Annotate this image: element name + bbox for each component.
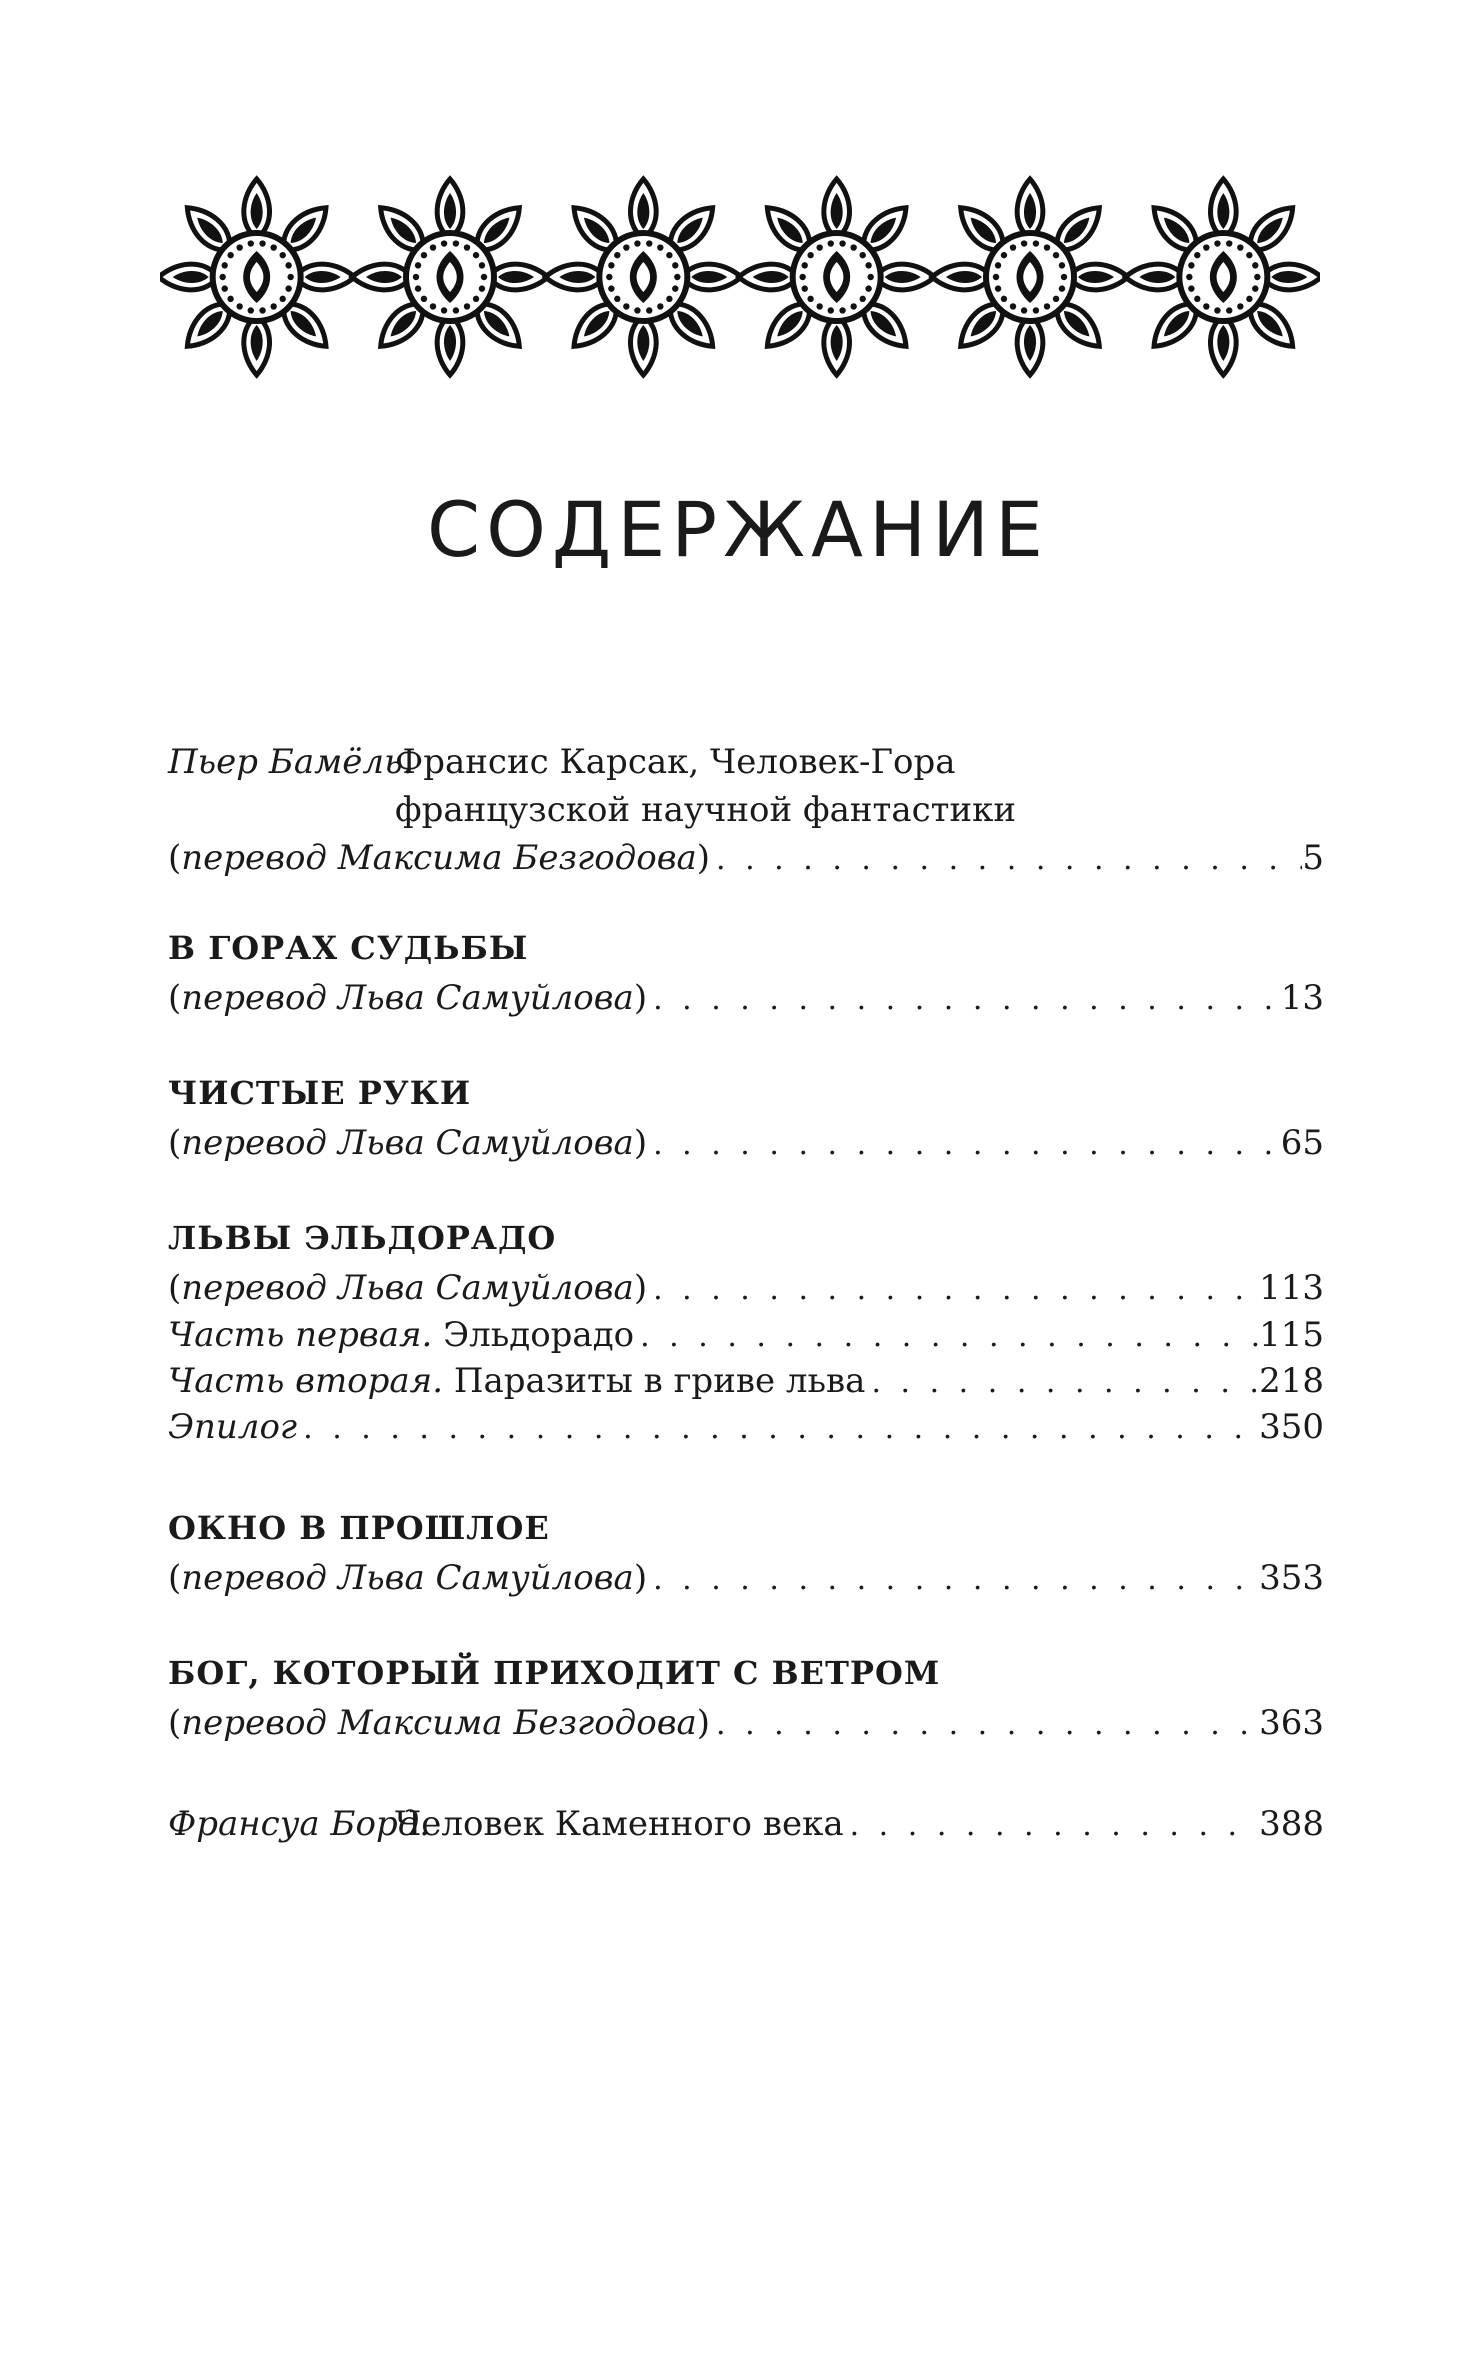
page-number: 388 bbox=[1259, 1804, 1324, 1844]
entry-translator: перевод Максима Безгодова bbox=[181, 1703, 697, 1743]
dot-leader bbox=[647, 1121, 1281, 1169]
dot-leader bbox=[710, 836, 1302, 884]
entry-title: Франсис Карсак, Человек-Гора bbox=[395, 742, 956, 782]
flower-ornament-icon bbox=[932, 179, 1128, 375]
dot-leader bbox=[865, 1360, 1259, 1406]
page-title: СОДЕРЖАНИЕ bbox=[427, 485, 1049, 574]
dot-leader bbox=[297, 1406, 1259, 1452]
entry-title-continued: французской научной фантастики bbox=[395, 790, 1017, 830]
part-entry bbox=[168, 1312, 1324, 1358]
entry-translator: перевод Льва Самуйлова bbox=[181, 1123, 634, 1163]
page-number: 350 bbox=[1259, 1407, 1324, 1447]
toc-entry-section-1: В ГОРАХ СУДЬБЫ (перевод Льва Самуйлова) . . . 13 bbox=[168, 922, 1324, 1022]
toc-entry-intro: Пьер Бамёль. Франсис Карсак, Человек-Гора французской научной фантастики (перевод Максима Безгодова) . . . 5 bbox=[168, 738, 1324, 882]
flower-ornament-icon bbox=[739, 179, 935, 375]
entry-title: Человек Каменного века bbox=[395, 1804, 844, 1844]
page-number: 113 bbox=[1259, 1268, 1324, 1308]
entry-translator: перевод Льва Самуйлова bbox=[181, 1268, 634, 1308]
toc-entry-section-5: БОГ, КОТОРЫЙ ПРИХОДИТ С ВЕТРОМ (перевод Максима Безгодова) . . . 363 bbox=[168, 1647, 1324, 1747]
section-heading: В ГОРАХ СУДЬБЫ bbox=[168, 929, 529, 967]
page-number: 13 bbox=[1280, 978, 1324, 1018]
part-entry bbox=[168, 1404, 1324, 1450]
entry-translator: перевод Льва Самуйлова bbox=[181, 1558, 634, 1598]
part-entry bbox=[168, 1358, 1324, 1404]
flower-ornament-icon bbox=[1125, 179, 1320, 375]
dot-leader bbox=[634, 1314, 1259, 1360]
entry-translator: перевод Льва Самуйлова bbox=[181, 978, 634, 1018]
dot-leader bbox=[647, 1556, 1259, 1604]
part-label: Часть вторая. bbox=[168, 1361, 444, 1401]
part-title: Паразиты в гриве льва bbox=[453, 1361, 866, 1401]
section-heading: БОГ, КОТОРЫЙ ПРИХОДИТ С ВЕТРОМ bbox=[168, 1654, 941, 1692]
page-number: 353 bbox=[1259, 1558, 1324, 1598]
page-number: 218 bbox=[1259, 1361, 1324, 1401]
page-number: 115 bbox=[1259, 1315, 1324, 1355]
page-number: 363 bbox=[1259, 1703, 1324, 1743]
flower-ornament bbox=[160, 175, 1320, 380]
entry-author: Франсуа Борд. bbox=[168, 1804, 431, 1844]
toc-entry-section-3: ЛЬВЫ ЭЛЬДОРАДО (перевод Льва Самуйлова) . . . 113 Часть первая. Эльдорадо . . . 115 Часть вторая. Паразиты в гриве льва . . . 218 Эпилог . . . 350 bbox=[168, 1212, 1324, 1450]
section-heading: ЧИСТЫЕ РУКИ bbox=[168, 1074, 472, 1112]
flower-ornament-icon bbox=[160, 179, 355, 375]
entry-author: Пьер Бамёль. bbox=[168, 742, 414, 782]
section-heading: ОКНО В ПРОШЛОЕ bbox=[168, 1509, 550, 1547]
part-label: Эпилог bbox=[168, 1407, 298, 1447]
toc-entry-section-4: ОКНО В ПРОШЛОЕ (перевод Льва Самуйлова) . . . 353 bbox=[168, 1502, 1324, 1602]
flower-ornament-icon bbox=[352, 179, 548, 375]
dot-leader bbox=[844, 1802, 1259, 1850]
dot-leader bbox=[710, 1701, 1259, 1749]
page-number: 65 bbox=[1280, 1123, 1324, 1163]
dot-leader bbox=[647, 1266, 1259, 1314]
flower-ornament-icon bbox=[545, 179, 741, 375]
toc-entry-outro bbox=[168, 1800, 1324, 1848]
dot-leader bbox=[647, 976, 1281, 1024]
part-title: Эльдорадо bbox=[443, 1315, 635, 1355]
page-number: 5 bbox=[1302, 838, 1324, 878]
part-label: Часть первая. bbox=[168, 1315, 433, 1355]
entry-translator: перевод Максима Безгодова bbox=[181, 838, 697, 878]
toc-entry-section-2: ЧИСТЫЕ РУКИ (перевод Льва Самуйлова) . . . 65 bbox=[168, 1067, 1324, 1167]
section-heading: ЛЬВЫ ЭЛЬДОРАДО bbox=[168, 1219, 557, 1257]
